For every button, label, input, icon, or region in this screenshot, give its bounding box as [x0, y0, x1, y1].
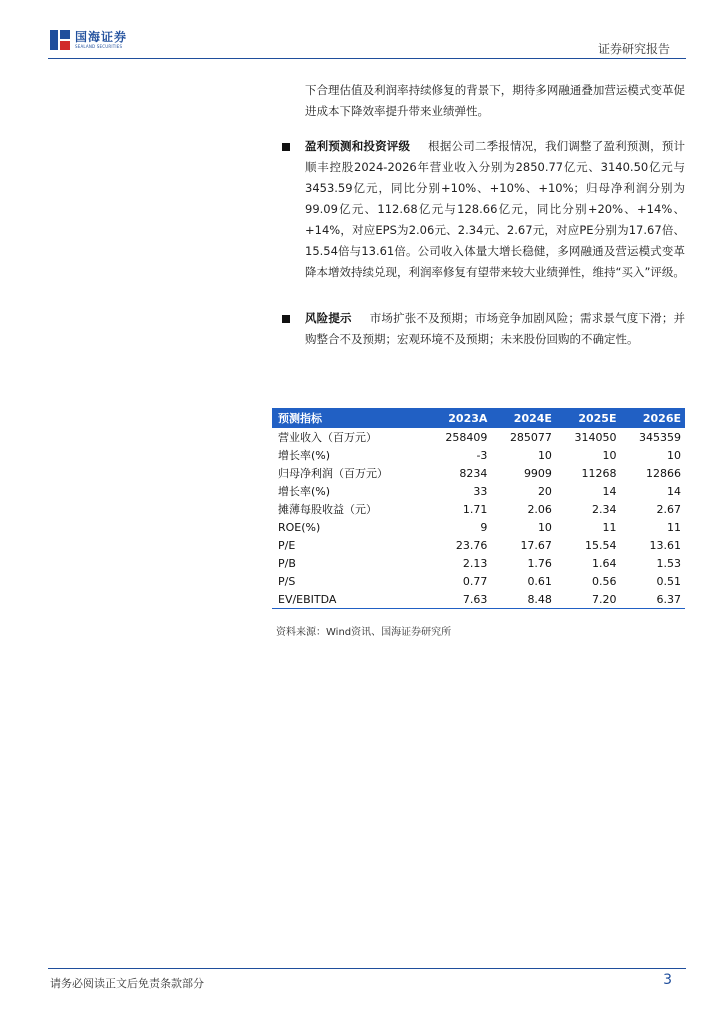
forecast-paragraph [305, 136, 685, 283]
table-cell: P/S [278, 574, 296, 588]
table-cell: 345359 [639, 430, 681, 444]
table-cell: -3 [476, 448, 488, 462]
table-header-row [272, 408, 685, 428]
bullet-risk [282, 315, 290, 323]
table-header-cell: 2024E [491, 408, 556, 428]
table-cell: 1.71 [462, 502, 488, 516]
company-logo [50, 30, 127, 50]
table-header-cell: 预测指标 [272, 408, 427, 428]
table-cell: 285077 [509, 430, 552, 444]
report-type-title: 证券研究报告 [597, 42, 670, 56]
footer-disclaimer: 请务必阅读正文后免责条款部分 [50, 977, 204, 990]
table-cell: 23.76 [455, 538, 488, 552]
table-cell: P/B [278, 556, 296, 570]
table-cell: 20 [537, 484, 552, 498]
table-cell: 314050 [574, 430, 617, 444]
table-source-note: 资料来源：Wind资讯、国海证券研究所 [276, 627, 452, 638]
table-cell: 8.48 [491, 590, 556, 609]
risk-body: 市场扩张不及预期；市场竞争加剧风险；需求景气度下滑；并购整合不及预期；宏观环境不及预期；未来股份回购的不确定性。 [305, 311, 685, 346]
table-cell: 17.67 [520, 538, 552, 552]
logo-text-cn: 国海证券 [75, 29, 128, 44]
table-cell: 9 [480, 520, 488, 534]
table-cell: 2.67 [656, 502, 681, 516]
table-cell: 10 [537, 448, 552, 462]
table-cell: 摊薄每股收益（元） [278, 503, 377, 516]
table-row [272, 536, 685, 554]
table-cell: 2.06 [527, 502, 552, 516]
table-cell: 2.13 [462, 556, 488, 570]
table-cell: 营业收入（百万元） [278, 431, 377, 444]
table-cell: 9909 [523, 466, 552, 480]
table-header-cell: 2025E [556, 408, 621, 428]
table-cell: 0.56 [591, 574, 617, 588]
table-row [272, 446, 685, 464]
table-cell: 11268 [581, 466, 617, 480]
logo-text-en: SEALAND SECURITIES [75, 43, 123, 49]
table-row [272, 554, 685, 572]
table-cell: 15.54 [584, 538, 617, 552]
table-row [272, 518, 685, 536]
forecast-table [272, 408, 685, 609]
table-row [272, 464, 685, 482]
table-cell: 12866 [646, 466, 681, 480]
table-row [272, 428, 685, 446]
forecast-title: 盈利预测和投资评级 [305, 139, 411, 153]
table-header-cell: 2023A [427, 408, 492, 428]
table-row [272, 572, 685, 590]
table-cell: 11 [602, 520, 617, 534]
forecast-body: 根据公司二季报情况，我们调整了盈利预测，预计顺丰控股2024-2026年营业收入分别为2850.77亿元、3140.50亿元与3453.59亿元，同比分别+10%、+10%、+10%；归母净利润分别为99.09亿元、112.68亿元与128.66亿元，同比分别+20%、+14%、+14%，对应EPS为2.06元、2.34元、2.67元，对应PE分别为17.67倍、15.54倍与13.61倍。公司收入体量大增长稳健，多网融通及营运模式变革降本增效持续兑现，利润率修复有望带来较大业绩弹性，维持“买入”评级。 [305, 139, 686, 279]
table-cell: 14 [667, 484, 681, 498]
table-cell: 增长率(%) [278, 485, 331, 498]
table-cell: 13.61 [649, 538, 681, 552]
table-cell: 10 [602, 448, 617, 462]
table-cell: EV/EBITDA [272, 590, 427, 609]
table-cell: 0.61 [527, 574, 552, 588]
bullet-forecast [282, 143, 290, 151]
table-cell: 10 [667, 448, 681, 462]
table-cell: 增长率(%) [278, 449, 331, 462]
table-cell: 0.77 [462, 574, 488, 588]
table-cell: 7.20 [556, 590, 621, 609]
table-cell: 1.64 [591, 556, 617, 570]
intro-paragraph: 下合理估值及利润率持续修复的背景下，期待多网融通叠加营运模式变革促进成本下降效率提升带来业绩弹性。 [305, 83, 685, 118]
table-cell: 1.76 [527, 556, 552, 570]
table-cell: 归母净利润（百万元） [278, 467, 388, 480]
risk-paragraph [305, 308, 685, 350]
table-cell: P/E [278, 538, 296, 552]
table-cell: 1.53 [656, 556, 681, 570]
table-cell: 258409 [445, 430, 488, 444]
table-row [272, 590, 685, 609]
table-cell: 11 [667, 520, 681, 534]
table-header-cell: 2026E [620, 408, 685, 428]
logo-icon [50, 30, 70, 50]
table-cell: 8234 [459, 466, 488, 480]
table-cell: ROE(%) [278, 520, 321, 534]
table-cell: 6.37 [620, 590, 685, 609]
footer-divider [48, 968, 686, 969]
risk-title: 风险提示 [305, 311, 352, 325]
table-cell: 2.34 [591, 502, 617, 516]
header-divider [48, 58, 686, 59]
table-cell: 14 [602, 484, 617, 498]
table-row [272, 482, 685, 500]
table-row [272, 500, 685, 518]
table-cell: 33 [473, 484, 488, 498]
table-cell: 10 [537, 520, 552, 534]
table-cell: 7.63 [427, 590, 492, 609]
table-cell: 0.51 [656, 574, 681, 588]
page-number: 3 [663, 972, 672, 988]
